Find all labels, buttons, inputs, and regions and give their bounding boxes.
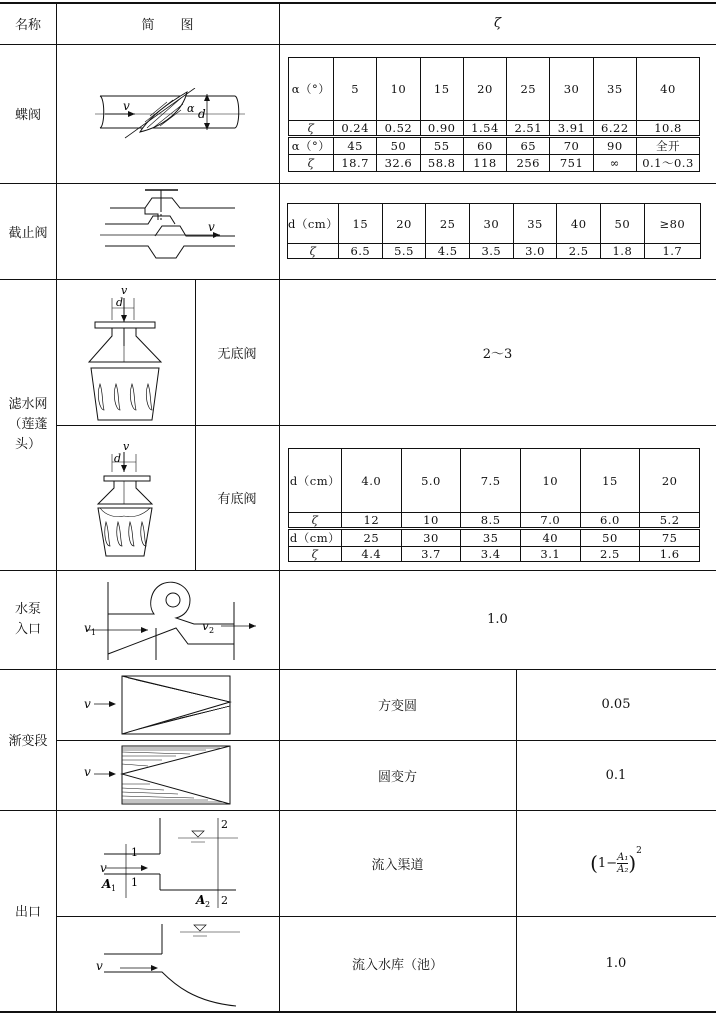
table-row: [288, 204, 701, 244]
table-cell: 3.1: [520, 547, 580, 562]
table-cell: 45: [334, 137, 377, 155]
table-cell: 2.51: [507, 121, 550, 137]
table-cell: 0.90: [420, 121, 463, 137]
row-divider: [0, 183, 716, 184]
area-2-sub: 2: [205, 900, 211, 909]
table-cell: 30: [550, 58, 593, 121]
table-cell: 8.5: [461, 513, 521, 529]
velocity-label: v: [208, 220, 215, 234]
table-cell: 10.8: [637, 121, 700, 137]
table-cell: 7.5: [461, 449, 521, 513]
square-to-round-diagram: [80, 674, 260, 738]
table-row: [289, 513, 700, 529]
pump-name: 水泵: [14, 601, 41, 617]
table-cell: 50: [601, 204, 645, 244]
square-to-round-label: 方变圆: [377, 699, 417, 714]
table-cell: ∞: [593, 155, 636, 172]
table-cell: 1.6: [640, 547, 700, 562]
table-cell: 15: [339, 204, 383, 244]
area-ratio: [617, 852, 628, 875]
velocity-label: v: [84, 765, 91, 779]
table-cell: 50: [580, 529, 640, 547]
bottom-border: [0, 1011, 716, 1013]
table-cell: ζ: [289, 121, 334, 137]
butterfly-valve-diagram: [95, 88, 245, 158]
section-2-label-lower: 2: [221, 894, 228, 907]
table-row: [289, 449, 700, 513]
table-cell: 60: [463, 137, 506, 155]
round-to-square-diagram: [80, 742, 260, 808]
velocity-label: v: [84, 697, 91, 711]
table-cell: 3.5: [470, 244, 514, 259]
formula-paren-close: ): [628, 851, 637, 875]
area-1-label: A: [102, 877, 112, 891]
velocity-label: v: [121, 284, 128, 297]
velocity-label: v: [96, 959, 103, 973]
table-cell: 7.0: [520, 513, 580, 529]
col-divider: [56, 2, 57, 1011]
table-cell: 1.54: [463, 121, 506, 137]
table-cell: 58.8: [420, 155, 463, 172]
pump-name-cell: [0, 570, 56, 669]
table-cell: 20: [640, 449, 700, 513]
butterfly-table: [288, 57, 700, 172]
with-valve-label: 有底阀: [217, 492, 257, 507]
table-cell: ζ: [289, 155, 334, 172]
diameter-label: d: [198, 107, 206, 121]
with-valve-table: [288, 448, 700, 562]
table-cell: 18.7: [334, 155, 377, 172]
table-cell: 20: [463, 58, 506, 121]
channel-label: 流入渠道: [371, 857, 424, 873]
table-cell: 2.5: [557, 244, 601, 259]
table-cell: d（cm）: [288, 204, 339, 244]
no-valve-label: 无底阀: [217, 346, 257, 362]
inlet-velocity-sub: 1: [91, 628, 97, 637]
table-cell: 35: [513, 204, 557, 244]
table-cell: 4.5: [426, 244, 470, 259]
formula-one-minus: 1−: [597, 855, 618, 871]
pump-inlet-diagram: [76, 576, 266, 664]
table-cell: 10: [520, 449, 580, 513]
table-cell: 15: [420, 58, 463, 121]
table-cell: 751: [550, 155, 593, 172]
table-cell: 3.0: [513, 244, 557, 259]
table-cell: 6.5: [339, 244, 383, 259]
outlet-velocity-label: v: [202, 619, 209, 633]
strainer-name-sub: （莲蓬头）: [8, 416, 48, 452]
table-cell: 12: [342, 513, 402, 529]
table-cell: 40: [557, 204, 601, 244]
outlet-velocity-sub: 2: [209, 626, 215, 635]
section-2-label: 2: [221, 818, 228, 831]
table-cell: 3.7: [401, 547, 461, 562]
outlet-channel-diagram: [96, 814, 246, 910]
globe-valve-table: [287, 203, 701, 259]
table-cell: 118: [463, 155, 506, 172]
table-row: [289, 529, 700, 547]
table-cell: 40: [637, 58, 700, 121]
round-to-square-label: 圆变方: [377, 769, 417, 785]
table-cell: 50: [377, 137, 420, 155]
diameter-label: d: [114, 452, 122, 465]
formula-exponent: 2: [636, 846, 642, 856]
table-cell: 55: [420, 137, 463, 155]
ratio-numerator: A₁: [617, 851, 629, 863]
table-cell: 0.1～0.3: [637, 155, 700, 172]
globe-valve-name: 截止阀: [8, 225, 48, 241]
table-cell: d（cm）: [289, 449, 342, 513]
table-cell: 25: [507, 58, 550, 121]
table-cell: 25: [426, 204, 470, 244]
outlet-reservoir-diagram: [90, 920, 250, 1010]
table-cell: 256: [507, 155, 550, 172]
strainer-name-cell: [0, 279, 56, 570]
velocity-label: v: [100, 861, 107, 875]
pump-name-sub: 入口: [14, 621, 41, 637]
table-cell: 32.6: [377, 155, 420, 172]
header-name: 名称: [14, 17, 41, 33]
reservoir-label: 流入水库（池）: [351, 958, 443, 973]
table-cell: 90: [593, 137, 636, 155]
table-cell: ≥80: [644, 204, 700, 244]
table-cell: 4.4: [342, 547, 402, 562]
table-cell: 5.5: [382, 244, 426, 259]
ratio-denominator: A₂: [617, 863, 629, 875]
table-cell: 3.4: [461, 547, 521, 562]
header-sketch: 简 图: [141, 17, 194, 33]
table-cell: 5: [334, 58, 377, 121]
row-divider: [56, 425, 716, 426]
table-cell: ζ: [289, 513, 342, 529]
transition-name: 渐变段: [8, 734, 48, 749]
table-row: [289, 121, 700, 137]
table-cell: 15: [580, 449, 640, 513]
table-cell: ζ: [288, 244, 339, 259]
table-cell: ζ: [289, 547, 342, 562]
table-row: [289, 58, 700, 121]
strainer-name: 滤水网: [8, 396, 48, 412]
table-cell: 10: [377, 58, 420, 121]
table-cell: d（cm）: [289, 529, 342, 547]
table-cell: 65: [507, 137, 550, 155]
diameter-label: d: [116, 296, 124, 309]
table-cell: 3.91: [550, 121, 593, 137]
table-cell: α（°）: [289, 137, 334, 155]
strainer-with-valve-diagram: [86, 432, 166, 562]
area-2-label: A: [196, 893, 206, 907]
header-zeta: ζ: [493, 15, 502, 31]
inlet-velocity-label: v: [84, 621, 91, 635]
butterfly-name: 蝶阀: [14, 108, 41, 123]
table-cell: 0.24: [334, 121, 377, 137]
table-cell: 6.0: [580, 513, 640, 529]
table-cell: 35: [593, 58, 636, 121]
table-row: [289, 547, 700, 562]
table-cell: 全开: [637, 137, 700, 155]
table-cell: 1.7: [644, 244, 700, 259]
globe-valve-diagram: [100, 186, 240, 276]
channel-formula: [516, 810, 716, 916]
table-cell: 1.8: [601, 244, 645, 259]
table-cell: 10: [401, 513, 461, 529]
table-cell: 0.52: [377, 121, 420, 137]
table-cell: α（°）: [289, 58, 334, 121]
pump-value: 1.0: [487, 612, 508, 627]
no-valve-value: 2～3: [482, 346, 513, 362]
velocity-label: v: [123, 99, 130, 113]
angle-label: α: [187, 102, 195, 115]
reservoir-value: 1.0: [605, 956, 627, 971]
area-1-sub: 1: [111, 884, 117, 893]
table-cell: 20: [382, 204, 426, 244]
table-cell: 4.0: [342, 449, 402, 513]
table-cell: 5.2: [640, 513, 700, 529]
table-cell: 30: [470, 204, 514, 244]
section-1-label-lower: 1: [131, 876, 138, 889]
table-cell: 35: [461, 529, 521, 547]
strainer-no-valve-diagram: [86, 284, 166, 424]
table-row: [288, 244, 701, 259]
table-cell: 70: [550, 137, 593, 155]
table-row: [289, 137, 700, 155]
table-cell: 5.0: [401, 449, 461, 513]
round-to-square-value: 0.1: [605, 767, 627, 783]
table-cell: 2.5: [580, 547, 640, 562]
section-1-label: 1: [131, 846, 138, 859]
table-cell: 40: [520, 529, 580, 547]
table-cell: 6.22: [593, 121, 636, 137]
table-cell: 75: [640, 529, 700, 547]
velocity-label: v: [123, 440, 130, 453]
outlet-name: 出口: [14, 905, 41, 920]
table-cell: 30: [401, 529, 461, 547]
header-divider: [0, 44, 716, 45]
table-row: [289, 155, 700, 172]
square-to-round-value: 0.05: [601, 697, 631, 712]
table-cell: 25: [342, 529, 402, 547]
formula-paren-open: (: [590, 851, 598, 875]
